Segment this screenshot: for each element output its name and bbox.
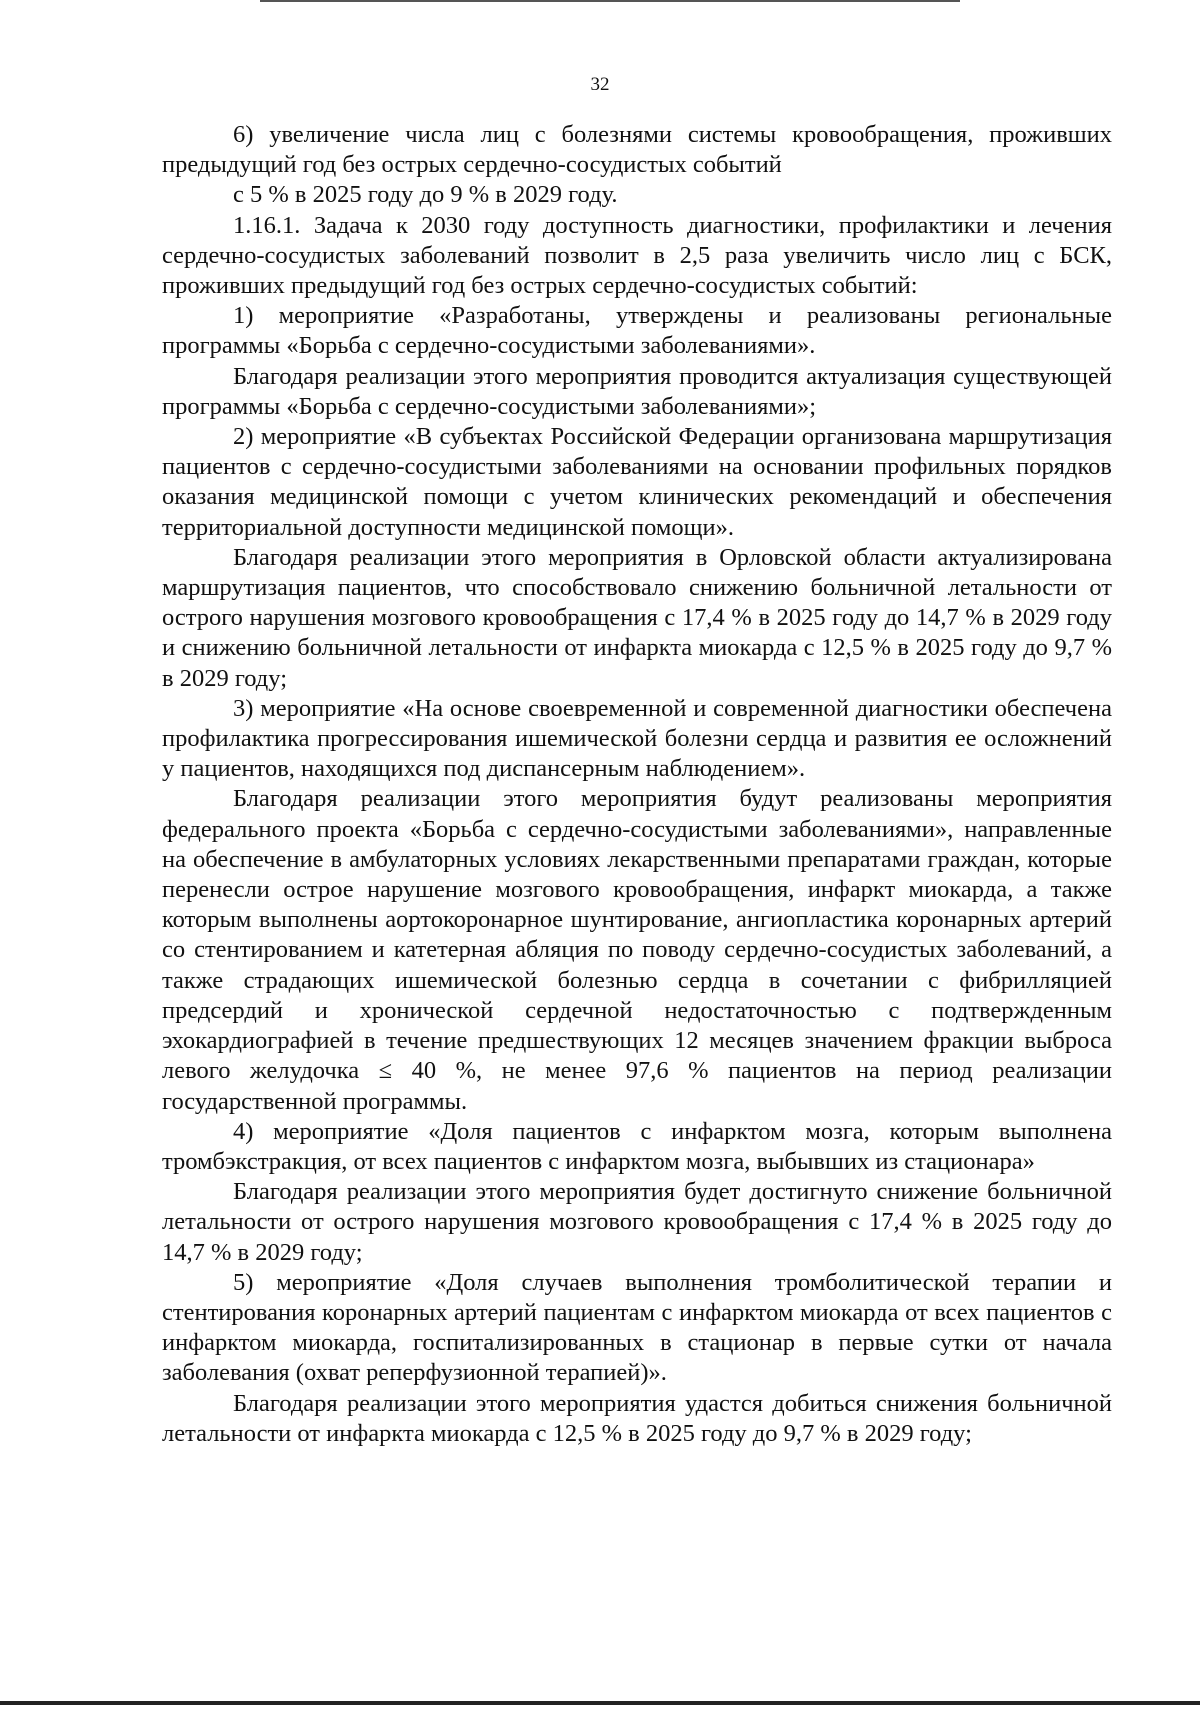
paragraph-measure-1: 1) мероприятие «Разработаны, утверждены и реализованы региональные программы «Борьба с сердечно-сосудистыми заболеваниями». — [162, 302, 1112, 360]
top-scan-edge-line — [260, 0, 960, 2]
paragraph-measure-3-result: Благодаря реализации этого мероприятия будут реализованы мероприятия федерального проекта «Борьба с сердечно-сосудистыми заболеваниями», направленные на обеспечение в амбулаторных условиях лекарственными препаратами граждан, которые перенесли острое нарушение мозгового кровообращения, инфаркт миокарда, а также которым выполнены аортокоронарное шунтирование, ангиопластика коронарных артерий со стентированием и катетерная абляция по поводу сердечно-сосудистых заболеваний, а также страдающих ишемической болезнью сердца в сочетании с фибрилляцией предсердий и хронической сердечной недостаточностью с подтвержденным эхокардиографией в течение предшествующих 12 месяцев значением фракции выброса левого желудочка ≤ 40 %, не менее 97,6 % пациентов на период реализации государственной программы. — [162, 785, 1112, 1115]
paragraph-task-1-16-1: 1.16.1. Задача к 2030 году доступность диагностики, профилактики и лечения сердечно-сосудистых заболеваний позволит в 2,5 раза увеличить число лиц с БСК, проживших предыдущий год без острых сердечно-сосудистых событий: — [162, 211, 1112, 300]
paragraph-measure-5: 5) мероприятие «Доля случаев выполнения тромболитической терапии и стентирования коронарных артерий пациентам с инфарктом миокарда от всех пациентов с инфарктом миокарда, госпитализированных в стационар в первые сутки от начала заболевания (охват реперфузионной терапией)». — [162, 1268, 1112, 1387]
paragraph-measure-2-result: Благодаря реализации этого мероприятия в Орловской области актуализирована маршрутизация пациентов, что способствовало снижению больничной летальности от острого нарушения мозгового кровообращения с 17,4 % в 2025 году до 14,7 % в 2029 году и снижению больничной летальности от инфаркта миокарда с 12,5 % в 2025 году до 9,7 % в 2029 году; — [162, 543, 1112, 692]
paragraph-measure-3: 3) мероприятие «На основе своевременной и современной диагностики обеспечена профилактика прогрессирования ишемической болезни сердца и развития ее осложнений у пациентов, находящихся под диспансерным наблюдением». — [162, 694, 1112, 783]
bottom-scan-edge-line — [0, 1701, 1200, 1705]
document-body — [162, 120, 1112, 1449]
paragraph-measure-4-result: Благодаря реализации этого мероприятия будет достигнуто снижение больничной летальности от острого нарушения мозгового кровообращения с 17,4 % в 2025 году до 14,7 % в 2029 году; — [162, 1178, 1112, 1266]
paragraph-item-6: 6) увеличение числа лиц с болезнями системы кровообращения, проживших предыдущий год без острых сердечно-сосудистых событий — [162, 121, 1112, 179]
paragraph-measure-1-result: Благодаря реализации этого мероприятия проводится актуализация существующей программы «Борьба с сердечно-сосудистыми заболеваниями»; — [162, 362, 1112, 420]
paragraph-measure-2: 2) мероприятие «В субъектах Российской Федерации организована маршрутизация пациентов с сердечно-сосудистыми заболеваниями на основании профильных порядков оказания медицинской помощи с учетом клинических рекомендаций и обеспечения территориальной доступности медицинской помощи». — [162, 423, 1112, 541]
paragraph-item-6-values: с 5 % в 2025 году до 9 % в 2029 году. — [233, 181, 618, 209]
page-number: 32 — [590, 74, 610, 95]
paragraph-measure-4: 4) мероприятие «Доля пациентов с инфарктом мозга, которым выполнена тромбэкстракция, от всех пациентов с инфарктом мозга, выбывших из стационара» — [162, 1117, 1112, 1175]
paragraph-measure-5-result: Благодаря реализации этого мероприятия удастся добиться снижения больничной летальности от инфаркта миокарда с 12,5 % в 2025 году до 9,7 % в 2029 году; — [162, 1389, 1112, 1447]
